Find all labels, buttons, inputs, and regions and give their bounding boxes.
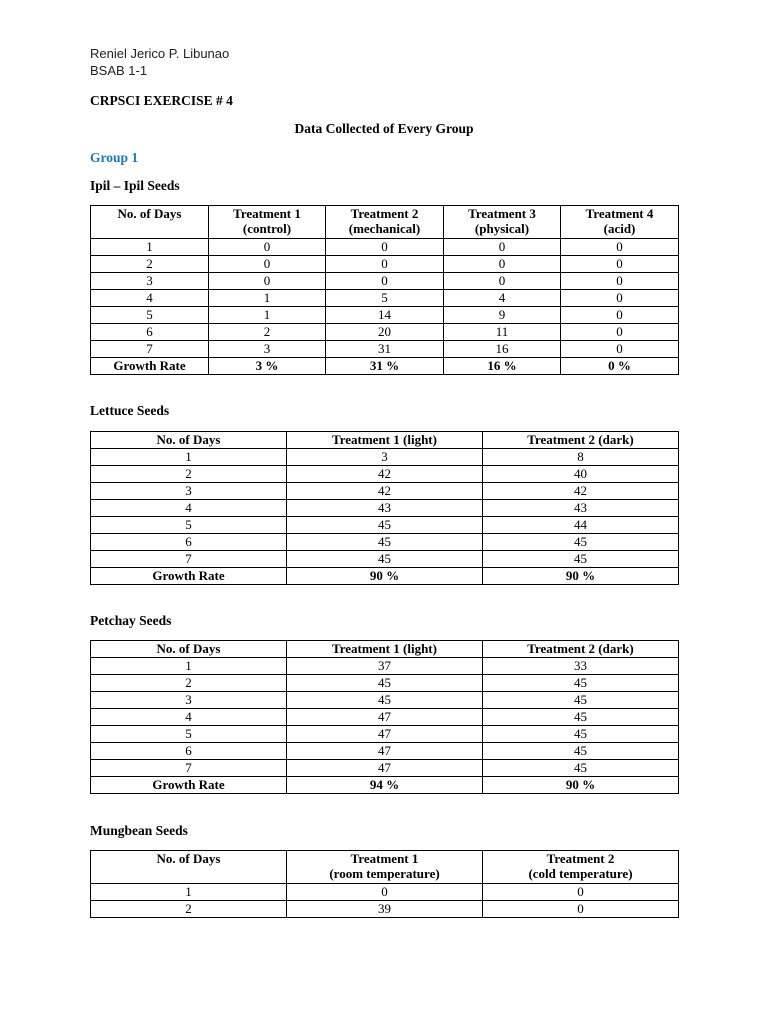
table-cell: 7 <box>91 551 287 568</box>
column-header-subline: (acid) <box>603 221 636 236</box>
growth-rate-value: 90 % <box>483 568 679 585</box>
table-row <box>91 658 679 675</box>
table-cell: 3 <box>91 483 287 500</box>
column-header <box>326 206 444 239</box>
table-cell: 0 <box>561 256 679 273</box>
table-cell: 0 <box>209 273 326 290</box>
table-cell: 3 <box>209 341 326 358</box>
column-header-line: Treatment 4 <box>585 206 654 221</box>
header-row <box>91 641 679 658</box>
table-cell: 42 <box>483 483 679 500</box>
column-header-line: Treatment 2 <box>546 851 615 866</box>
table-cell: 31 <box>326 341 444 358</box>
column-header-subline: (control) <box>242 221 292 236</box>
table-cell: 0 <box>209 256 326 273</box>
author-name: Reniel Jerico P. Libunao <box>90 46 230 61</box>
exercise-title: CRPSCI EXERCISE # 4 <box>90 93 233 108</box>
column-header <box>444 206 561 239</box>
column-header: Treatment 1 (light) <box>287 641 483 658</box>
table-cell: 45 <box>483 692 679 709</box>
table-cell: 1 <box>209 307 326 324</box>
table-cell: 3 <box>91 692 287 709</box>
table-row <box>91 290 679 307</box>
growth-rate-row <box>91 777 679 794</box>
table-cell: 7 <box>91 760 287 777</box>
group-heading: Group 1 <box>90 150 139 165</box>
lettuce-table <box>90 431 679 585</box>
table-cell: 6 <box>91 534 287 551</box>
table-cell: 0 <box>326 256 444 273</box>
table-cell: 5 <box>91 726 287 743</box>
table-row <box>91 324 679 341</box>
table-cell: 8 <box>483 449 679 466</box>
table-cell: 16 <box>444 341 561 358</box>
column-header-subline: (room temperature) <box>329 866 440 881</box>
table-cell: 47 <box>287 760 483 777</box>
table-row <box>91 239 679 256</box>
table-row <box>91 726 679 743</box>
table-cell: 45 <box>287 534 483 551</box>
table-cell: 0 <box>444 256 561 273</box>
table-row <box>91 341 679 358</box>
column-header <box>483 851 679 884</box>
growth-rate-label: Growth Rate <box>91 777 287 794</box>
table-cell: 0 <box>444 239 561 256</box>
table-cell: 1 <box>209 290 326 307</box>
table-cell: 45 <box>483 743 679 760</box>
table-cell: 40 <box>483 466 679 483</box>
header-row <box>91 851 679 884</box>
table-cell: 0 <box>561 273 679 290</box>
ipil-table <box>90 205 679 375</box>
table-cell: 39 <box>287 901 483 918</box>
table-cell: 47 <box>287 726 483 743</box>
petchay-table <box>90 640 679 794</box>
table-cell: 43 <box>287 500 483 517</box>
table-cell: 4 <box>91 709 287 726</box>
column-header-line: No. of Days <box>156 851 221 866</box>
table-cell: 44 <box>483 517 679 534</box>
growth-rate-label: Growth Rate <box>91 358 209 375</box>
table-cell: 1 <box>91 658 287 675</box>
table-cell: 45 <box>483 551 679 568</box>
table-row <box>91 500 679 517</box>
section-label: BSAB 1-1 <box>90 63 148 78</box>
growth-rate-row <box>91 358 679 375</box>
table-cell: 5 <box>326 290 444 307</box>
table-cell: 0 <box>561 324 679 341</box>
table-cell: 45 <box>483 675 679 692</box>
column-header-subline: (physical) <box>474 221 530 236</box>
column-header: No. of Days <box>91 432 287 449</box>
table-cell: 11 <box>444 324 561 341</box>
column-header-line: No. of Days <box>117 206 182 221</box>
ipil-title: Ipil – Ipil Seeds <box>90 178 180 193</box>
table-cell: 1 <box>91 449 287 466</box>
table-cell: 33 <box>483 658 679 675</box>
table-cell: 0 <box>326 239 444 256</box>
mungbean-title: Mungbean Seeds <box>90 823 188 838</box>
table-cell: 45 <box>287 551 483 568</box>
table-row <box>91 760 679 777</box>
growth-rate-value: 90 % <box>287 568 483 585</box>
table-cell: 2 <box>91 675 287 692</box>
growth-rate-value: 31 % <box>326 358 444 375</box>
table-cell: 5 <box>91 517 287 534</box>
table-cell: 6 <box>91 743 287 760</box>
table-row <box>91 517 679 534</box>
column-header <box>91 851 287 884</box>
table-row <box>91 675 679 692</box>
column-header: Treatment 2 (dark) <box>483 641 679 658</box>
table-cell: 14 <box>326 307 444 324</box>
column-header <box>91 206 209 239</box>
table-cell: 0 <box>209 239 326 256</box>
lettuce-title: Lettuce Seeds <box>90 403 170 418</box>
table-cell: 4 <box>91 290 209 307</box>
table-cell: 1 <box>91 239 209 256</box>
table-cell: 45 <box>483 709 679 726</box>
table-row <box>91 884 679 901</box>
table-cell: 9 <box>444 307 561 324</box>
table-row <box>91 743 679 760</box>
table-cell: 3 <box>287 449 483 466</box>
table-cell: 2 <box>209 324 326 341</box>
table-cell: 45 <box>287 692 483 709</box>
table-cell: 0 <box>561 307 679 324</box>
column-header: Treatment 2 (dark) <box>483 432 679 449</box>
table-cell: 0 <box>483 901 679 918</box>
table-cell: 42 <box>287 483 483 500</box>
table-row <box>91 256 679 273</box>
table-cell: 1 <box>91 884 287 901</box>
table-cell: 37 <box>287 658 483 675</box>
column-header-subline: (mechanical) <box>348 221 421 236</box>
table-row <box>91 692 679 709</box>
table-cell: 2 <box>91 901 287 918</box>
table-cell: 45 <box>483 726 679 743</box>
table-row <box>91 483 679 500</box>
table-cell: 0 <box>483 884 679 901</box>
table-cell: 4 <box>444 290 561 307</box>
table-cell: 47 <box>287 709 483 726</box>
growth-rate-value: 16 % <box>444 358 561 375</box>
table-cell: 47 <box>287 743 483 760</box>
table-cell: 43 <box>483 500 679 517</box>
growth-rate-value: 90 % <box>483 777 679 794</box>
table-row <box>91 307 679 324</box>
table-cell: 20 <box>326 324 444 341</box>
column-header: No. of Days <box>91 641 287 658</box>
table-row <box>91 449 679 466</box>
table-cell: 0 <box>287 884 483 901</box>
table-cell: 45 <box>287 517 483 534</box>
table-cell: 4 <box>91 500 287 517</box>
table-cell: 6 <box>91 324 209 341</box>
table-row <box>91 901 679 918</box>
table-cell: 7 <box>91 341 209 358</box>
growth-rate-value: 0 % <box>561 358 679 375</box>
table-row <box>91 273 679 290</box>
table-row <box>91 466 679 483</box>
table-cell: 0 <box>326 273 444 290</box>
table-row <box>91 709 679 726</box>
column-header-line: Treatment 2 <box>350 206 419 221</box>
column-header <box>561 206 679 239</box>
table-row <box>91 551 679 568</box>
table-cell: 45 <box>483 760 679 777</box>
column-header <box>209 206 326 239</box>
table-cell: 42 <box>287 466 483 483</box>
column-header <box>287 851 483 884</box>
column-header-line: Treatment 1 <box>233 206 301 221</box>
table-cell: 0 <box>561 341 679 358</box>
table-row <box>91 534 679 551</box>
table-cell: 2 <box>91 466 287 483</box>
table-cell: 0 <box>561 290 679 307</box>
growth-rate-value: 94 % <box>287 777 483 794</box>
table-cell: 0 <box>561 239 679 256</box>
table-cell: 5 <box>91 307 209 324</box>
column-header-subline: (cold temperature) <box>528 866 633 881</box>
mungbean-table <box>90 850 679 918</box>
table-cell: 45 <box>287 675 483 692</box>
table-cell: 0 <box>444 273 561 290</box>
growth-rate-value: 3 % <box>209 358 326 375</box>
document-title: Data Collected of Every Group <box>294 121 474 136</box>
growth-rate-label: Growth Rate <box>91 568 287 585</box>
table-cell: 3 <box>91 273 209 290</box>
column-header: Treatment 1 (light) <box>287 432 483 449</box>
column-header-line: Treatment 1 <box>350 851 419 866</box>
column-header-line: Treatment 3 <box>468 206 536 221</box>
petchay-title: Petchay Seeds <box>90 613 172 628</box>
header-row <box>91 432 679 449</box>
header-row <box>91 206 679 239</box>
table-cell: 45 <box>483 534 679 551</box>
growth-rate-row <box>91 568 679 585</box>
table-cell: 2 <box>91 256 209 273</box>
